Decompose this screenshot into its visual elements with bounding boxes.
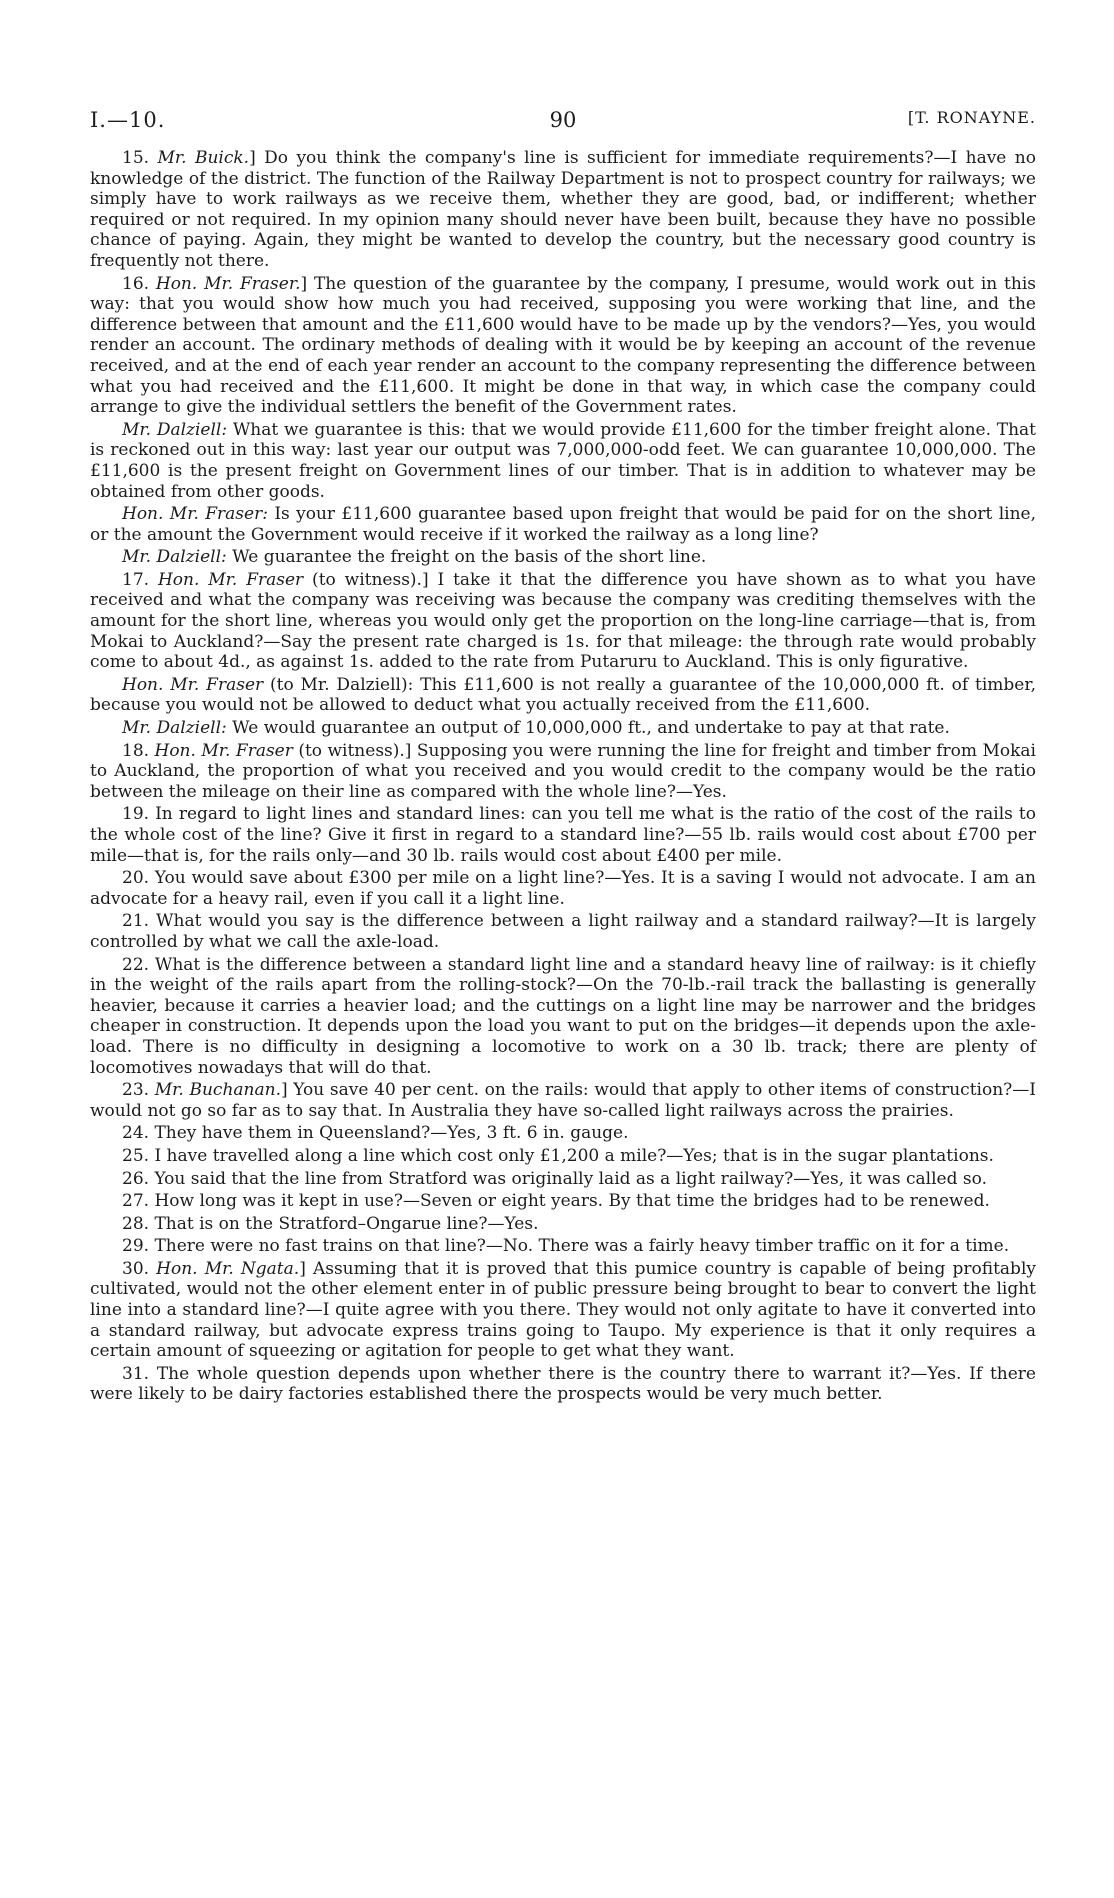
paragraph: 26. You said that the line from Stratford was originally laid as a light railway?—Yes, it was called so. (122, 1168, 987, 1189)
paragraph: Mr. Dalziell: What we guarantee is this: that we would provide £11,600 for the timber freight alone. That is reckoned out in this way: last year our output was 7,000,000-odd feet. We can guarantee 10,000,000. The £11,600 is the present freight on Government lines of our timber. That is in addition to whatever may be obtained from other goods. (90, 419, 1036, 502)
paragraph: 30. Hon. Mr. Ngata.] Assuming that it is proved that this pumice country is capable of being profitably cultivated, would not the other element enter in of public pressure being brought to bear to convert the light line into a standard line?—I quite agree with you there. They would not only agitate to have it converted into a standard railway, but advocate express trains going to Taupo. My experience is that it only requires a certain amount of squeezing or agitation for people to get what they want. (90, 1258, 1036, 1362)
speaker: Mr. Dalziell: (122, 718, 227, 739)
paragraph: 19. In regard to light lines and standard lines: can you tell me what is the ratio of the cost of the rails to the whole cost of the line? Give it first in regard to a standard line?—55 lb. rails would cost about £700 per mile—that is, for the rails only—and 30 lb. rails would cost about £400 per mile. (90, 804, 1036, 866)
paragraph: 15. Mr. Buick.] Do you think the company's line is sufficient for immediate requirements?—I have no knowledge of the district. The function of the Railway Department is not to prospect country for railways; we simply have to work railways as we receive them, whether they are good, bad, or indifferent; whether required or not required. In my opinion many should never have been built, because they have no possible chance of paying. Again, they might be wanted to develop the country, but the necessary good country is frequently not there. (90, 148, 1036, 271)
paragraph: Hon. Mr. Fraser: Is your £11,600 guarantee based upon freight that would be paid for on the short line, or the amount the Government would receive if it worked the railway as a long line? (90, 504, 1036, 545)
speaker: Hon. Mr. Fraser (154, 740, 293, 761)
paragraph: Hon. Mr. Fraser (to Mr. Dalziell): This £11,600 is not really a guarantee of the 10,000,000 ft. of timber, because you would not be allowed to deduct what you actually received from the £11,600. (90, 674, 1036, 716)
document-page (90, 108, 1036, 1407)
paragraph: Mr. Dalziell: We guarantee the freight on the basis of the short line. (122, 547, 707, 568)
paragraph: 25. I have travelled along a line which cost only £1,200 a mile?—Yes; that is in the sugar plantations. (122, 1145, 994, 1166)
paragraph: Mr. Dalziell: We would guarantee an output of 10,000,000 ft., and undertake to pay at that rate. (122, 718, 950, 739)
speaker: Hon. Mr. Fraser (157, 569, 304, 590)
witness-name: [T. RONAYNE. (907, 108, 1036, 127)
paragraph: 16. Hon. Mr. Fraser.] The question of the guarantee by the company, I presume, would work out in this way: that you would show how much you had received, supposing you were working that line, and the difference between that amount and the £11,600 would have to be made up by the vendors?—Yes, you would render an account. The ordinary methods of dealing with it would be by keeping an account of the revenue received, and at the end of each year render an account to the company representing the difference between what you had received and the £11,600. It might be done in that way, in which case the company could arrange to give the individual settlers the benefit of the Government rates. (90, 273, 1036, 418)
document-reference: I.—10. (90, 108, 166, 132)
speaker: Mr. Dalziell: (122, 547, 227, 568)
paragraph: 29. There were no fast trains on that line?—No. There was a fairly heavy timber traffic on it for a time. (122, 1236, 1010, 1257)
paragraph: 28. That is on the Stratford–Ongarue line?—Yes. (122, 1213, 539, 1234)
paragraph: 24. They have them in Queensland?—Yes, 3 ft. 6 in. gauge. (122, 1123, 629, 1144)
paragraph: 20. You would save about £300 per mile on a light line?—Yes. It is a saving I would not advocate. I am an advocate for a heavy rail, even if you call it a light line. (90, 868, 1036, 909)
paragraph: 17. Hon. Mr. Fraser (to witness).] I take it that the difference you have shown as to what you have received and what the company was receiving was because the company was crediting themselves with the amount for the short line, whereas you would only get the proportion on the long-line carriage—that is, from Mokai to Auckland?—Say the present rate charged is 1s. for that mileage: the through rate would probably come to about 4d., as against 1s. added to the rate from Putaruru to Auckland. This is only figurative. (90, 569, 1036, 673)
page-number: 90 (549, 108, 577, 132)
speaker: Hon. Mr. Fraser: (122, 504, 268, 525)
paragraph: 22. What is the difference between a standard light line and a standard heavy line of railway: is it chiefly in the weight of the rails apart from the rolling-stock?—On the 70-lb.-rail track the ballasting is generally heavier, because it carries a heavier load; and the cuttings on a light line may be narrower and the bridges cheaper in construction. It depends upon the load you want to put on the bridges—it depends upon the axle-load. There is no difficulty in designing a locomotive to work on a 30 lb. track; there are plenty of locomotives nowadays that will do that. (90, 954, 1036, 1078)
document-body (90, 148, 1036, 1405)
paragraph: 31. The whole question depends upon whether there is the country there to warrant it?—Yes. If there were likely to be dairy factories established there the prospects would be very much better. (90, 1363, 1036, 1405)
speaker: Mr. Dalziell: (122, 419, 228, 440)
speaker: Mr. Buchanan. (154, 1080, 281, 1101)
paragraph: 23. Mr. Buchanan.] You save 40 per cent. on the rails: would that apply to other items of construction?—I would not go so far as to say that. In Australia they have so-called light railways across the prairies. (90, 1080, 1036, 1121)
paragraph: 21. What would you say is the difference between a light railway and a standard railway?—It is largely controlled by what we call the axle-load. (90, 911, 1036, 952)
speaker: Mr. Buick. (157, 148, 250, 168)
page-header (90, 108, 1036, 148)
speaker: Hon. Mr. Fraser (122, 674, 264, 695)
speaker: Hon. Mr. Ngata. (156, 1258, 300, 1279)
paragraph: 18. Hon. Mr. Fraser (to witness).] Supposing you were running the line for freight and timber from Mokai to Auckland, the proportion of what you received and you would credit to the company would be the ratio between the mileage on their line as compared with the whole line?—Yes. (90, 740, 1036, 802)
speaker: Hon. Mr. Fraser. (155, 273, 301, 294)
paragraph: 27. How long was it kept in use?—Seven or eight years. By that time the bridges had to be renewed. (122, 1191, 990, 1212)
